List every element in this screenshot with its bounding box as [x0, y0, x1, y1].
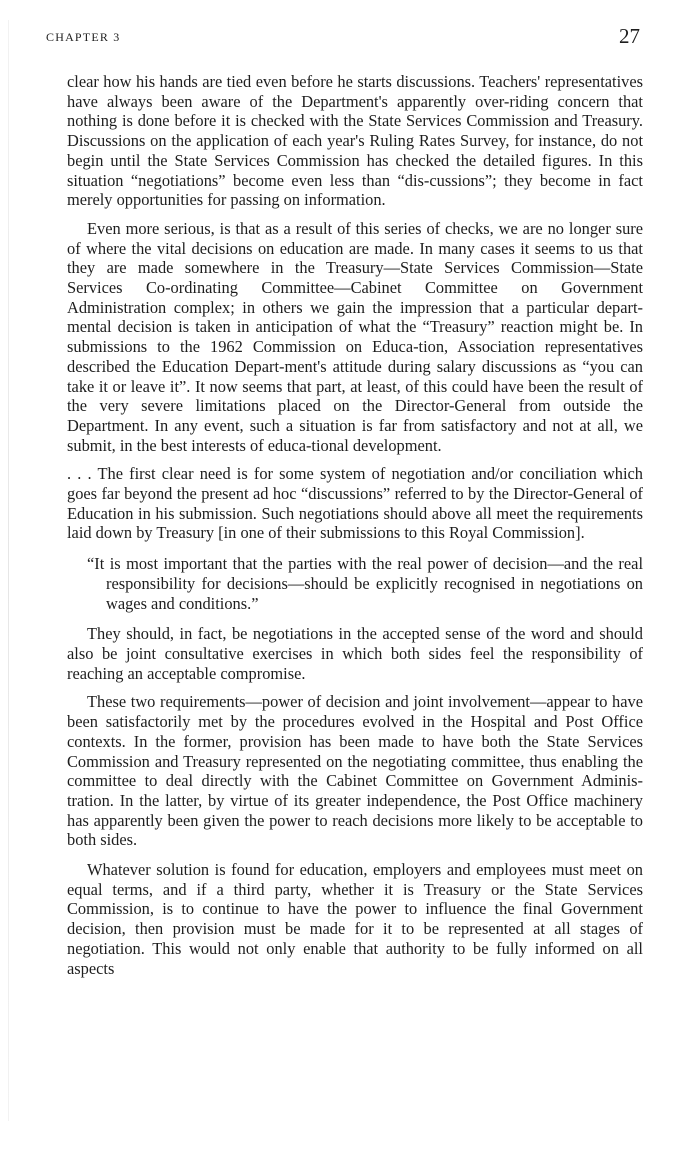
paragraph-vital-decisions: Even more serious, is that as a result of this series of checks, we are no longer sure of where the vital decisions on education are made. In many cases it seems to us that they are made somewhere in the Treasury—State Services Commission—State Services Co-ordinating Committee—Cabinet Committee on Government Administration complex; in others we gain the impression that a particular depart-mental decision is taken in anticipation of what the “Treasury” reaction might be. In submissions to the 1962 Commission on Educa-tion, Association representatives described the Education Depart-ment's attitude during salary discussions as “you can take it or leave it”. It now seems that part, at least, of this could have been the result of the very severe limitations placed on the Director-General from outside the Department. In any event, such a situation is far from satisfactory and not at all, we submit, in the best interests of educa-tional development. [67, 218, 643, 455]
paragraph-negotiation-need: . . . The first clear need is for some system of negotiation and/or conciliation which goes far beyond the present ad hoc “discussions” referred to by the Director-General of Education in his submission. Such negotiations should above all meet the requirements laid down by Treasury [in one of their submissions to this Royal Commission]. [67, 464, 643, 543]
body-text [67, 72, 643, 978]
paragraph-accepted-sense: They should, in fact, be negotiations in the accepted sense of the word and should also be joint consultative exercises in which both sides feel the responsibility of reaching an acceptable compromise. [67, 624, 643, 683]
page-number: 27 [619, 24, 640, 48]
running-head: CHAPTER 3 [46, 30, 121, 44]
treasury-quote: “It is most important that the parties with the real power of decision—and the real responsibility for decisions—should be explicitly recognised in negotiations on wages and conditions.” [87, 554, 643, 613]
paragraph-continued: clear how his hands are tied even before he starts discussions. Teachers' representatives have always been aware of the Department's apparently over-riding concern that nothing is done before it is checked with the State Services Commission and Treasury. Discussions on the application of each year's Ruling Rates Survey, for instance, do not begin until the State Services Commission has checked the detailed figures. In this situation “negotiations” become even less than “dis-cussions”; they become in fact merely opportunities for passing on information. [67, 72, 643, 210]
paragraph-two-requirements: These two requirements—power of decision and joint involvement—appear to have been satisfactorily met by the procedures evolved in the Hospital and Post Office contexts. In the former, provision has been made to have both the State Services Commission and Treasury represented on the negotiating committee, thus enabling the committee to deal directly with the Cabinet Committee on Government Adminis-tration. In the latter, by virtue of its greater independence, the Post Office machinery has apparently been given the power to reach decisions more likely to be acceptable to both sides. [67, 692, 643, 850]
paragraph-whatever-solution: Whatever solution is found for education, employers and employees must meet on equal terms, and if a third party, whether it is Treasury or the State Services Commission, is to continue to have the power to influence the final Government decision, then provision must be made for it to be represented at all stages of negotiation. This would not only enable that authority to be fully informed on all aspects [67, 860, 643, 978]
